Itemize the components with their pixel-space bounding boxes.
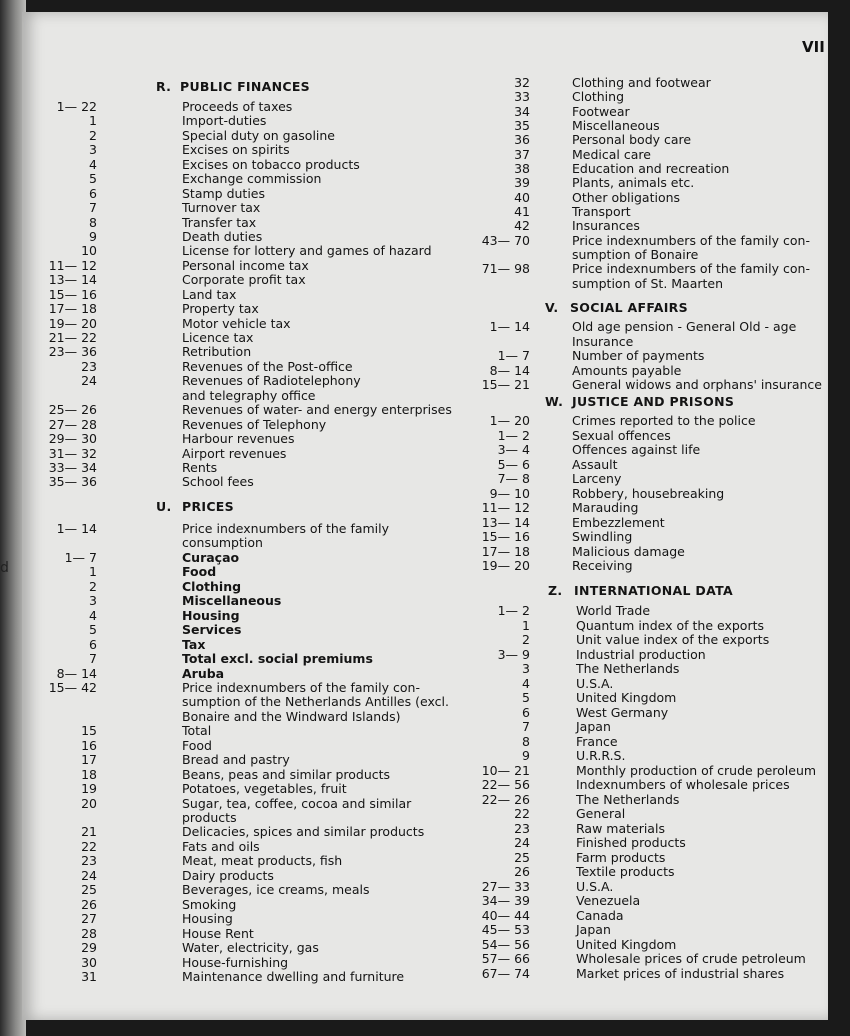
- section-title: PRICES: [182, 499, 234, 514]
- entry-label: House-furnishing: [182, 954, 289, 970]
- entry-label: Smoking: [182, 896, 237, 912]
- section-letter: R.: [156, 79, 172, 94]
- entry-label: Food: [182, 564, 217, 580]
- entry-label: Transfer tax: [182, 214, 257, 230]
- entry-label: The Netherlands: [576, 791, 680, 807]
- entry-label: Insurance: [572, 333, 634, 349]
- table-number: 24: [514, 835, 530, 850]
- table-number: 23: [81, 358, 97, 374]
- table-number: 10— 21: [481, 762, 530, 778]
- entry-label: Swindling: [572, 529, 633, 544]
- table-number: 5: [522, 690, 530, 705]
- entry-label: sumption of the Netherlands Antilles (excl.: [182, 694, 449, 710]
- table-number: 25: [81, 882, 97, 898]
- table-number: 5: [89, 171, 97, 187]
- table-number: 7: [522, 719, 530, 734]
- entry-label: Revenues of Telephony: [182, 416, 327, 432]
- table-number: 23: [81, 853, 97, 869]
- entry-label: sumption of St. Maarten: [572, 275, 724, 291]
- table-number: 31— 32: [48, 445, 97, 461]
- entry-label: Food: [182, 737, 212, 753]
- entry-label: France: [576, 733, 618, 749]
- table-number: 32: [514, 75, 530, 90]
- table-number: 15— 16: [48, 286, 97, 302]
- section-letter: Z.: [548, 583, 563, 598]
- table-number: 2: [89, 578, 97, 594]
- table-number: 8— 14: [489, 362, 530, 378]
- entry-label: Total excl. social premiums: [182, 651, 373, 667]
- entry-label: U.S.A.: [576, 878, 614, 894]
- entry-label: U.R.R.S.: [576, 748, 626, 763]
- table-number: 5— 6: [497, 456, 530, 472]
- entry-label: Death duties: [182, 228, 263, 244]
- table-number: 34— 39: [481, 893, 530, 908]
- entry-label: Airport revenues: [182, 445, 287, 461]
- table-number: 11— 12: [48, 257, 97, 273]
- entry-label: Fats and oils: [182, 838, 260, 854]
- entry-label: Venezuela: [576, 893, 641, 908]
- entry-label: Quantum index of the exports: [576, 617, 765, 633]
- entry-label: Monthly production of crude peroleum: [576, 762, 817, 778]
- table-number: 1— 2: [497, 603, 530, 618]
- table-number: 1: [89, 564, 97, 580]
- entry-label: Embezzlement: [572, 514, 665, 530]
- section-letter: V.: [545, 300, 559, 315]
- table-number: 5: [89, 622, 97, 638]
- table-number: 25: [514, 849, 530, 865]
- section-title: SOCIAL AFFAIRS: [570, 300, 688, 315]
- table-number: 20: [81, 795, 97, 811]
- entry-label: General: [576, 806, 626, 821]
- table-number: 27: [81, 911, 97, 927]
- entry-label: Price indexnumbers of the family con-: [572, 232, 810, 248]
- table-number: 23— 36: [48, 344, 97, 360]
- entry-label: Rents: [182, 460, 218, 475]
- table-number: 13— 14: [481, 514, 530, 530]
- entry-label: Finished products: [576, 835, 686, 850]
- entry-label: Clothing: [572, 89, 625, 105]
- section-title: INTERNATIONAL DATA: [574, 583, 733, 598]
- entry-label: School fees: [182, 474, 254, 490]
- entry-label: Proceeds of taxes: [182, 99, 293, 114]
- entry-label: Harbour revenues: [182, 431, 295, 447]
- entry-label: sumption of Bonaire: [572, 246, 699, 262]
- entry-label: Exchange commission: [182, 171, 322, 187]
- table-number: 1— 22: [56, 99, 97, 114]
- entry-label: Robbery, housebreaking: [572, 485, 725, 501]
- entry-label: U.S.A.: [576, 675, 614, 691]
- table-number: 3: [522, 661, 530, 676]
- entry-label: West Germany: [576, 704, 669, 720]
- entry-label: and telegraphy office: [182, 387, 316, 403]
- entry-label: Property tax: [182, 301, 259, 317]
- table-number: 1— 7: [64, 549, 97, 565]
- table-number: 27— 28: [48, 416, 97, 432]
- table-number: 17— 18: [481, 543, 530, 559]
- entry-label: Potatoes, vegetables, fruit: [182, 781, 347, 797]
- entry-label: Miscellaneous: [182, 593, 282, 609]
- entry-label: The Netherlands: [576, 661, 680, 676]
- entry-label: Revenues of Radiotelephony: [182, 373, 361, 389]
- table-number: 1— 14: [489, 319, 530, 334]
- table-number: 40: [514, 189, 530, 205]
- table-number: 22— 26: [481, 791, 530, 807]
- section-letter: U.: [156, 499, 172, 514]
- entry-label: Housing: [182, 607, 240, 623]
- table-number: 22: [81, 838, 97, 854]
- entry-label: World Trade: [576, 603, 651, 618]
- table-number: 9: [522, 748, 530, 763]
- table-number: 54— 56: [481, 936, 530, 952]
- entry-label: General widows and orphans' insurance: [572, 377, 822, 392]
- table-number: 7— 8: [497, 471, 530, 486]
- table-number: 39: [514, 175, 530, 191]
- entry-label: Miscellaneous: [572, 117, 660, 133]
- table-number: 3— 9: [497, 646, 530, 662]
- table-number: 15— 16: [481, 529, 530, 544]
- entry-label: Marauding: [572, 500, 639, 515]
- entry-label: Canada: [576, 907, 624, 923]
- table-number: 7: [89, 200, 97, 216]
- table-number: 3: [89, 142, 97, 158]
- entry-label: Japan: [576, 922, 611, 937]
- table-number: 8— 14: [56, 665, 97, 681]
- section-title: JUSTICE AND PRISONS: [572, 394, 735, 409]
- entry-label: Beverages, ice creams, meals: [182, 882, 370, 898]
- table-number: 35: [514, 117, 530, 133]
- table-number: 1: [89, 113, 97, 129]
- page-number: VII: [802, 38, 825, 56]
- entry-label: consumption: [182, 535, 263, 551]
- table-number: 25— 26: [48, 402, 97, 418]
- entry-label: Clothing and footwear: [572, 75, 711, 90]
- entry-label: Price indexnumbers of the family: [182, 521, 390, 536]
- table-number: 19— 20: [48, 315, 97, 331]
- entry-label: Larceny: [572, 471, 622, 486]
- entry-label: Excises on spirits: [182, 142, 290, 158]
- entry-label: Plants, animals etc.: [572, 175, 695, 191]
- table-number: 37: [514, 146, 530, 162]
- table-number: 43— 70: [481, 232, 530, 248]
- table-number: 40— 44: [481, 907, 530, 923]
- table-number: 3: [89, 593, 97, 609]
- table-number: 38: [514, 160, 530, 176]
- table-number: 4: [89, 607, 97, 623]
- entry-label: Education and recreation: [572, 160, 730, 176]
- table-number: 28: [81, 925, 97, 941]
- entry-label: Clothing: [182, 578, 242, 594]
- entry-label: Industrial production: [576, 646, 706, 662]
- table-number: 36: [514, 132, 530, 148]
- entry-label: Old age pension - General Old - age: [572, 319, 797, 334]
- entry-label: Excises on tobacco products: [182, 156, 360, 172]
- table-number: 71— 98: [481, 261, 530, 277]
- entry-label: Delicacies, spices and similar products: [182, 824, 425, 840]
- table-number: 4: [89, 156, 97, 172]
- section-title: PUBLIC FINANCES: [180, 79, 310, 94]
- entry-label: Stamp duties: [182, 185, 266, 201]
- table-number: 26: [81, 896, 97, 912]
- entry-label: Services: [182, 622, 242, 638]
- table-number: 29— 30: [48, 431, 97, 447]
- entry-label: Maintenance dwelling and furniture: [182, 968, 405, 984]
- entry-label: Personal body care: [572, 132, 692, 148]
- entry-label: Unit value index of the exports: [576, 632, 770, 647]
- entry-label: Price indexnumbers of the family con-: [572, 261, 810, 277]
- table-number: 21: [81, 824, 97, 840]
- table-number: 19: [81, 781, 97, 797]
- entry-label: Housing: [182, 911, 233, 927]
- entry-label: Dairy products: [182, 867, 274, 883]
- table-number: 8: [89, 214, 97, 230]
- entry-label: Bread and pastry: [182, 752, 290, 768]
- table-number: 22— 56: [481, 777, 530, 792]
- entry-label: Land tax: [182, 286, 237, 302]
- entry-label: Aruba: [182, 665, 225, 681]
- entry-label: Curaçao: [182, 549, 240, 565]
- table-number: 33— 34: [48, 460, 97, 475]
- table-number: 8: [522, 733, 530, 749]
- entry-label: Bonaire and the Windward Islands): [182, 708, 401, 724]
- table-number: 17— 18: [48, 301, 97, 317]
- entry-label: Indexnumbers of wholesale prices: [576, 777, 790, 792]
- table-number: 7: [89, 651, 97, 667]
- entry-label: Sexual offences: [572, 427, 671, 443]
- table-number: 18: [81, 766, 97, 782]
- entry-label: products: [182, 810, 237, 825]
- table-number: 45— 53: [481, 922, 530, 937]
- entry-label: Crimes reported to the police: [572, 413, 756, 428]
- entry-label: Offences against life: [572, 442, 701, 457]
- entry-label: Turnover tax: [182, 200, 261, 216]
- table-number: 27— 33: [481, 878, 530, 894]
- index-page: [22, 12, 828, 1020]
- table-number: 17: [81, 752, 97, 768]
- entry-label: Special duty on gasoline: [182, 127, 335, 143]
- entry-label: Malicious damage: [572, 543, 685, 559]
- table-number: 6: [89, 636, 97, 652]
- table-number: 24: [81, 867, 97, 883]
- entry-label: Revenues of water- and energy enterprises: [182, 402, 452, 418]
- section-letter: W.: [545, 394, 564, 409]
- table-number: 15— 21: [481, 377, 530, 392]
- table-number: 15— 42: [48, 679, 97, 695]
- entry-label: Number of payments: [572, 348, 705, 363]
- entry-label: Insurances: [572, 218, 640, 234]
- table-number: 4: [522, 675, 530, 691]
- table-number: 16: [81, 737, 97, 753]
- table-number: 23: [514, 820, 530, 836]
- table-number: 67— 74: [481, 965, 530, 981]
- entry-label: Textile products: [576, 864, 675, 879]
- table-number: 33: [514, 89, 530, 105]
- table-number: 3— 4: [497, 442, 530, 457]
- table-number: 57— 66: [481, 951, 530, 966]
- entry-label: Retribution: [182, 344, 252, 360]
- table-number: 29: [81, 940, 97, 956]
- entry-label: Personal income tax: [182, 257, 309, 273]
- table-number: 22: [514, 806, 530, 821]
- table-number: 41: [514, 203, 530, 219]
- table-number: 21— 22: [48, 330, 97, 346]
- entry-label: United Kingdom: [576, 936, 677, 952]
- entry-label: Import-duties: [182, 113, 267, 129]
- table-number: 19— 20: [481, 558, 530, 573]
- entry-label: Other obligations: [572, 189, 681, 205]
- entry-label: Total: [182, 723, 212, 739]
- entry-label: Market prices of industrial shares: [576, 965, 785, 981]
- table-number: 2: [522, 632, 530, 647]
- table-number: 26: [514, 864, 530, 879]
- table-number: 1— 20: [489, 413, 530, 428]
- table-number: 30: [81, 954, 97, 970]
- entry-label: Price indexnumbers of the family con-: [182, 679, 420, 695]
- table-number: 1: [522, 617, 530, 633]
- table-number: 35— 36: [48, 474, 97, 490]
- entry-label: Revenues of the Post-office: [182, 358, 353, 374]
- table-number: 11— 12: [481, 500, 530, 515]
- table-number: 10: [81, 243, 97, 259]
- table-number: 15: [81, 723, 97, 739]
- table-number: 31: [81, 968, 97, 984]
- table-number: 6: [522, 704, 530, 720]
- entry-label: Beans, peas and similar products: [182, 766, 391, 782]
- entry-label: Wholesale prices of crude petroleum: [576, 951, 806, 966]
- entry-label: Water, electricity, gas: [182, 940, 319, 956]
- edge-letter: d: [0, 560, 9, 576]
- table-number: 6: [89, 185, 97, 201]
- entry-label: Motor vehicle tax: [182, 315, 291, 331]
- entry-label: Farm products: [576, 849, 666, 865]
- table-number: 1— 14: [56, 521, 97, 536]
- table-number: 9— 10: [489, 485, 530, 501]
- table-number: 9: [89, 228, 97, 244]
- entry-label: House Rent: [182, 925, 254, 941]
- entry-label: Assault: [572, 456, 618, 472]
- entry-label: Amounts payable: [572, 362, 682, 378]
- entry-label: Raw materials: [576, 820, 665, 836]
- entry-label: Footwear: [572, 103, 630, 119]
- entry-label: Transport: [572, 203, 631, 219]
- table-number: 42: [514, 218, 530, 234]
- entry-label: Corporate profit tax: [182, 272, 306, 288]
- entry-label: Tax: [182, 636, 206, 652]
- table-number: 13— 14: [48, 272, 97, 288]
- table-number: 34: [514, 103, 530, 119]
- table-number: 24: [81, 373, 97, 389]
- table-number: 1— 7: [497, 348, 530, 363]
- entry-label: Sugar, tea, coffee, cocoa and similar: [182, 795, 412, 811]
- entry-label: United Kingdom: [576, 690, 677, 705]
- entry-label: Medical care: [572, 146, 651, 162]
- entry-label: Japan: [576, 719, 611, 734]
- entry-label: Receiving: [572, 558, 633, 573]
- entry-label: Meat, meat products, fish: [182, 853, 343, 869]
- table-number: 2: [89, 127, 97, 143]
- entry-label: License for lottery and games of hazard: [182, 243, 432, 259]
- entry-label: Licence tax: [182, 330, 254, 346]
- table-number: 1— 2: [497, 427, 530, 443]
